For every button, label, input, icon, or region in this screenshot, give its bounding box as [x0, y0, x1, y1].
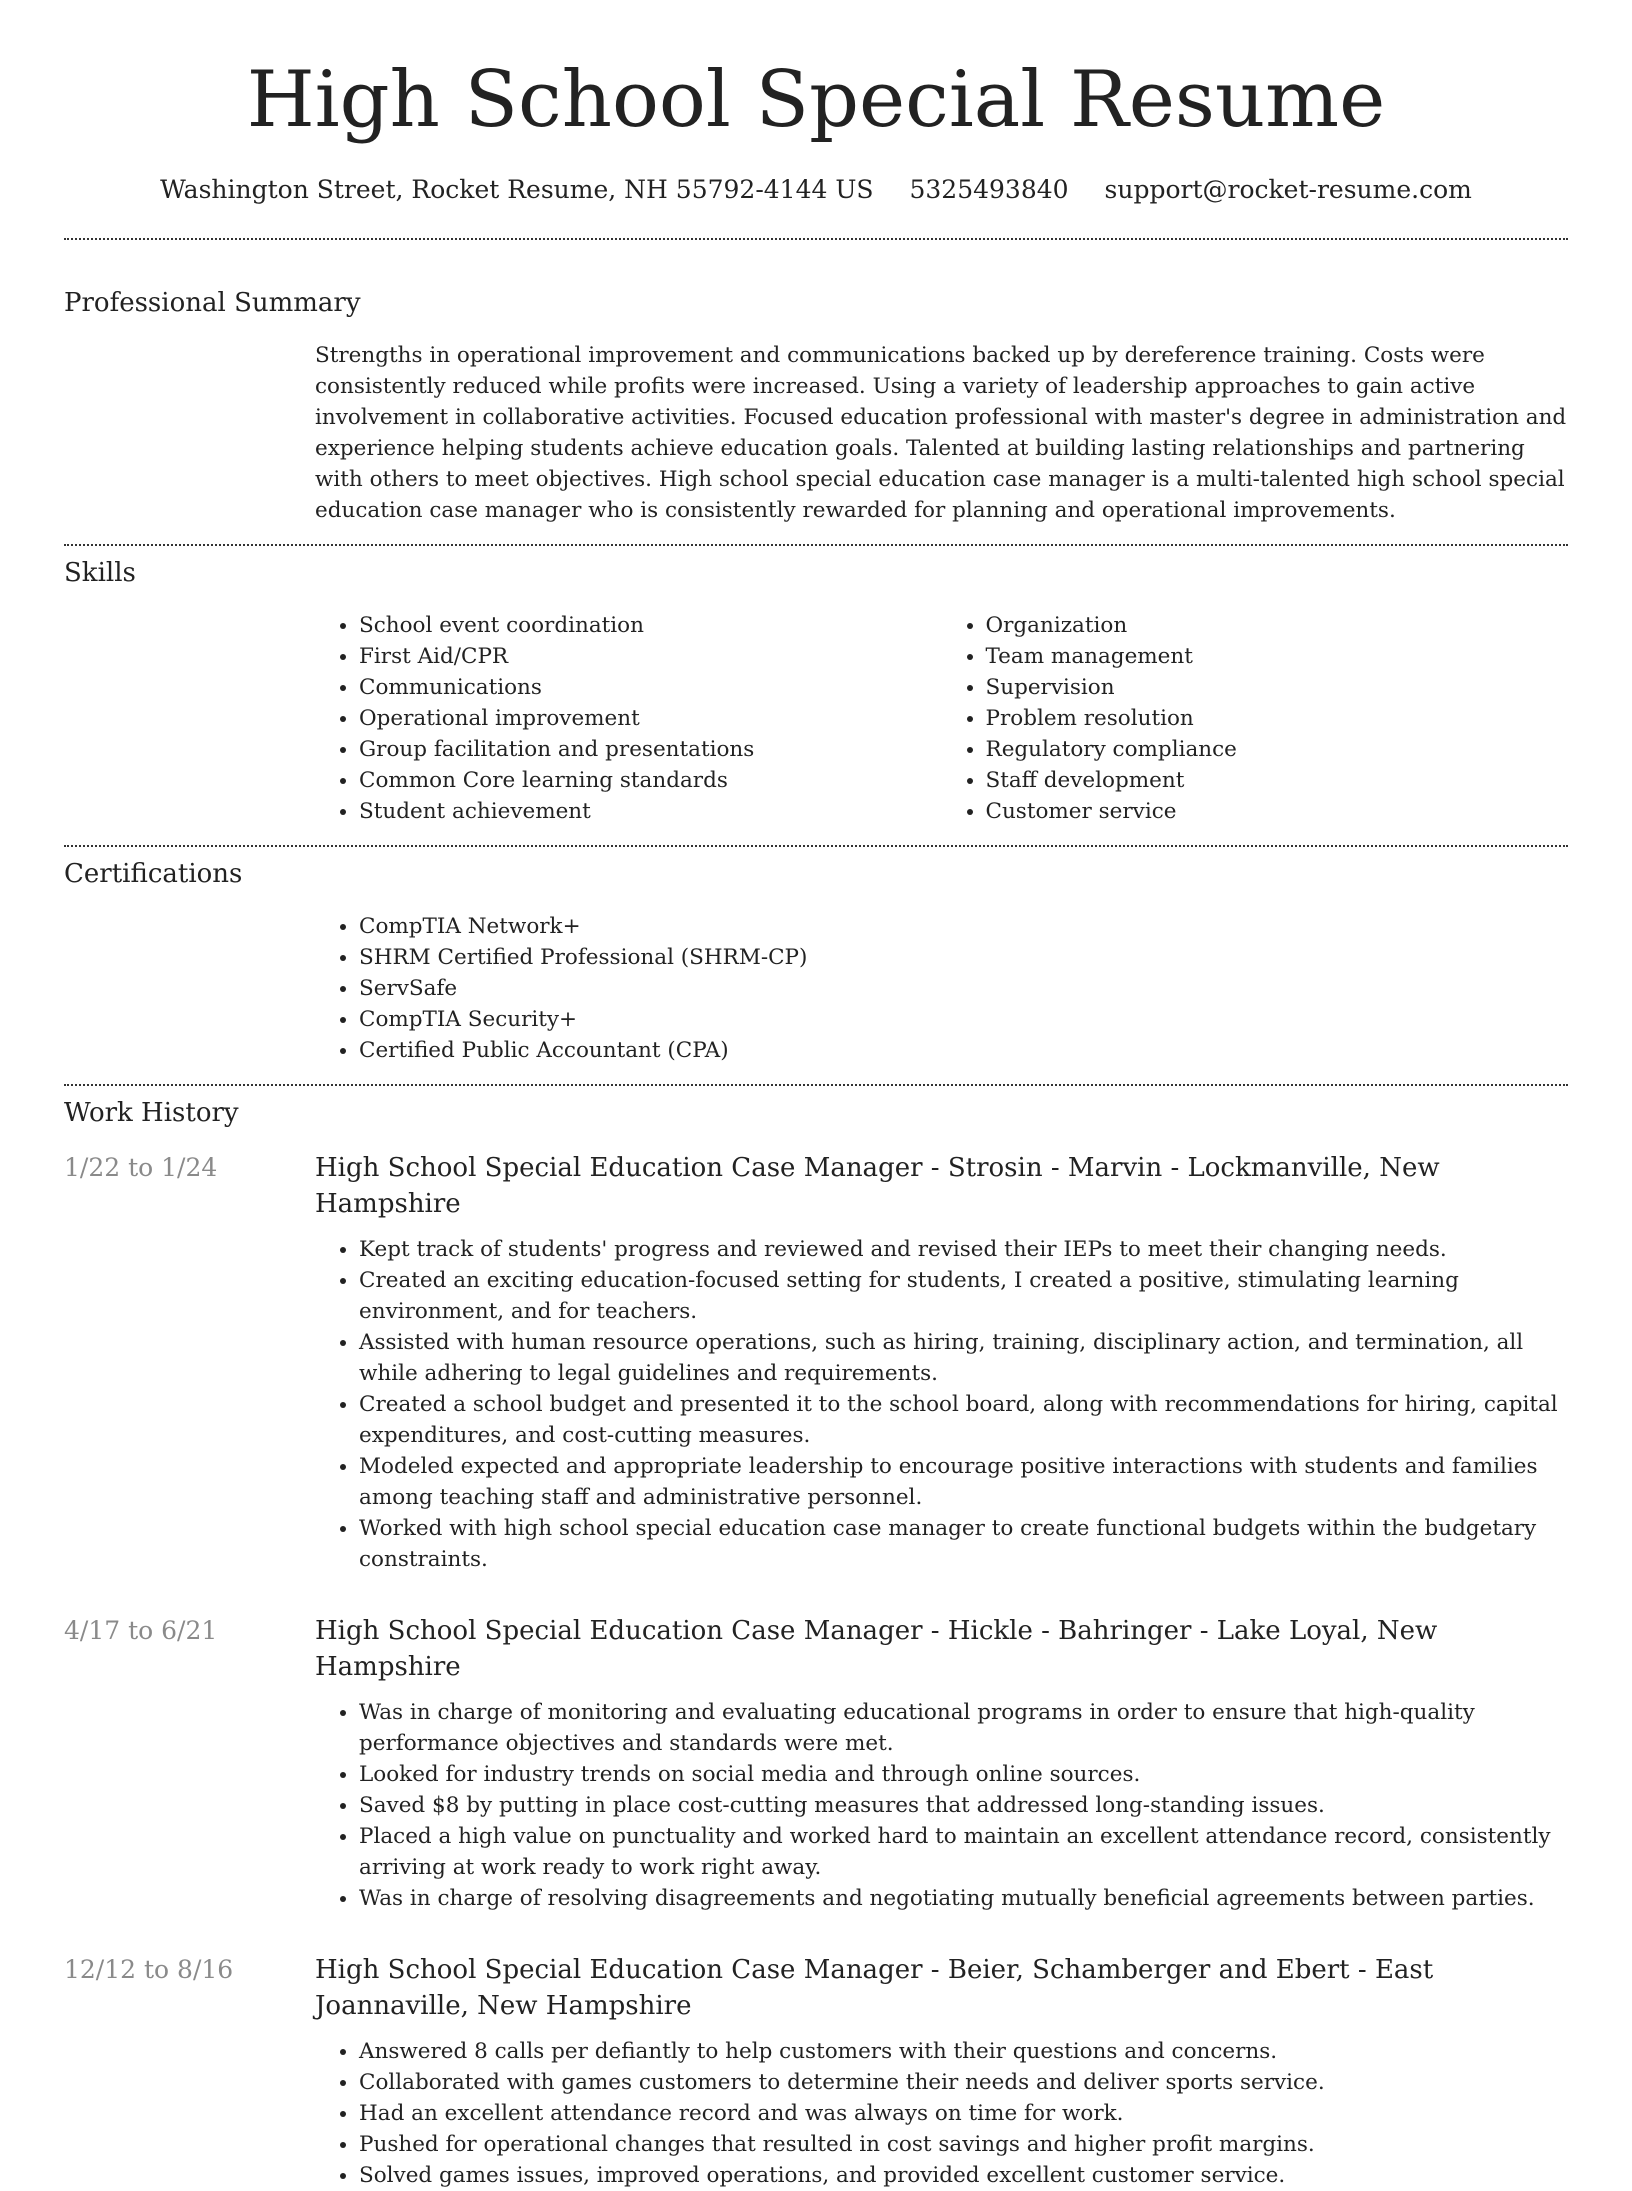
job-bullet: • Modeled expected and appropriate leadership to encourage positive interactions with students and families among teaching staff and administrative personnel. [359, 1451, 1568, 1513]
skill-item: • Student achievement [359, 796, 942, 827]
job-bullet: • Assisted with human resource operations, such as hiring, training, disciplinary action, and termination, all while adhering to legal guidelines and requirements. [359, 1327, 1568, 1389]
job-bullet: • Pushed for operational changes that resulted in cost savings and higher profit margins. [359, 2129, 1568, 2160]
skill-item: • School event coordination [359, 610, 942, 641]
skill-item: • Group facilitation and presentations [359, 734, 942, 765]
resume-name: High School Special Resume [246, 55, 1386, 145]
certifications-list [315, 911, 1568, 1066]
skill-item: • Customer service [986, 796, 1569, 827]
job-dates: 4/17 to 6/21 [64, 1616, 218, 1645]
certification-item: • CompTIA Security+ [359, 1004, 1568, 1035]
job-bullet: • Kept track of students' progress and reviewed and revised their IEPs to meet their changing needs. [359, 1234, 1568, 1265]
skill-item: • Problem resolution [986, 703, 1569, 734]
job-bullet-list [315, 2036, 1568, 2191]
job-bullet: • Worked with high school special education case manager to create functional budgets within the budgetary constraints. [359, 1513, 1568, 1575]
skill-item: • Supervision [986, 672, 1569, 703]
contact-phone: 5325493840 [909, 175, 1069, 204]
divider [64, 845, 1568, 847]
summary-title: Professional Summary [64, 288, 361, 318]
job-entry [0, 1150, 1632, 1575]
job-bullet: • Was in charge of resolving disagreements and negotiating mutually beneficial agreements between parties. [359, 1883, 1568, 1914]
summary-section [315, 340, 1568, 526]
job-bullet: • Answered 8 calls per defiantly to help customers with their questions and concerns. [359, 2036, 1568, 2067]
job-bullet-list [315, 1697, 1568, 1914]
contact-email: support@rocket-resume.com [1104, 175, 1472, 204]
job-bullet: • Had an excellent attendance record and was always on time for work. [359, 2098, 1568, 2129]
certification-item: • CompTIA Network+ [359, 911, 1568, 942]
job-bullet: • Saved $8 by putting in place cost-cutting measures that addressed long-standing issues. [359, 1790, 1568, 1821]
divider [64, 238, 1568, 240]
skill-item: • Organization [986, 610, 1569, 641]
contact-line [0, 174, 1632, 206]
divider [64, 1084, 1568, 1086]
job-title: High School Special Education Case Manager - Beier, Schamberger and Ebert - East Joannaville, New Hampshire [315, 1955, 1434, 2021]
certifications-title: Certifications [64, 859, 243, 889]
job-title: High School Special Education Case Manager - Strosin - Marvin - Lockmanville, New Hampshire [315, 1153, 1440, 1219]
job-title: High School Special Education Case Manager - Hickle - Bahringer - Lake Loyal, New Hampshire [315, 1616, 1438, 1682]
job-entry [0, 1613, 1632, 1914]
skill-item: • Regulatory compliance [986, 734, 1569, 765]
certification-item: • Certified Public Accountant (CPA) [359, 1035, 1568, 1066]
skills-list-left [315, 610, 942, 827]
skill-item: • Operational improvement [359, 703, 942, 734]
job-bullets [315, 2036, 1568, 2191]
skill-item: • Communications [359, 672, 942, 703]
certification-item: • ServSafe [359, 973, 1568, 1004]
job-bullet: • Looked for industry trends on social media and through online sources. [359, 1759, 1568, 1790]
skills-title: Skills [64, 558, 136, 588]
skill-item: • Common Core learning standards [359, 765, 942, 796]
skill-item: • Staff development [986, 765, 1569, 796]
summary-text: Strengths in operational improvement and communications backed up by dereference training. Costs were consistently reduced while profits were increased. Using a variety of leadership approaches to gain active involvement in collaborative activities. Focused education professional with master's degree in administration and experience helping students achieve education goals. Talented at building lasting relationships and partnering with others to meet objectives. High school special education case manager is a multi-talented high school special education case manager who is consistently rewarded for planning and operational improvements. [315, 343, 1567, 523]
job-bullet: • Created an exciting education-focused setting for students, I created a positive, stimulating learning environment, and for teachers. [359, 1265, 1568, 1327]
work-history-title: Work History [64, 1098, 239, 1128]
skill-item: • First Aid/CPR [359, 641, 942, 672]
skills-section [315, 610, 1568, 827]
job-bullet: • Created a school budget and presented it to the school board, along with recommendations for hiring, capital expenditures, and cost-cutting measures. [359, 1389, 1568, 1451]
contact-address: Washington Street, Rocket Resume, NH 55792-4144 US [160, 175, 874, 204]
divider [64, 544, 1568, 546]
job-bullet: • Placed a high value on punctuality and worked hard to maintain an excellent attendance record, consistently arriving at work ready to work right away. [359, 1821, 1568, 1883]
job-bullets [315, 1697, 1568, 1914]
skill-item: • Team management [986, 641, 1569, 672]
certification-item: • SHRM Certified Professional (SHRM-CP) [359, 942, 1568, 973]
job-dates: 1/22 to 1/24 [64, 1153, 218, 1182]
job-bullet: • Collaborated with games customers to determine their needs and deliver sports service. [359, 2067, 1568, 2098]
certifications-section [315, 911, 1568, 1066]
skills-list-right [942, 610, 1569, 827]
job-bullet: • Solved games issues, improved operations, and provided excellent customer service. [359, 2160, 1568, 2191]
job-bullet: • Was in charge of monitoring and evaluating educational programs in order to ensure that high-quality performance objectives and standards were met. [359, 1697, 1568, 1759]
skills-grid [315, 610, 1568, 827]
job-entry [0, 1952, 1632, 2191]
job-dates: 12/12 to 8/16 [64, 1955, 234, 1984]
job-bullets [315, 1234, 1568, 1575]
job-bullet-list [315, 1234, 1568, 1575]
